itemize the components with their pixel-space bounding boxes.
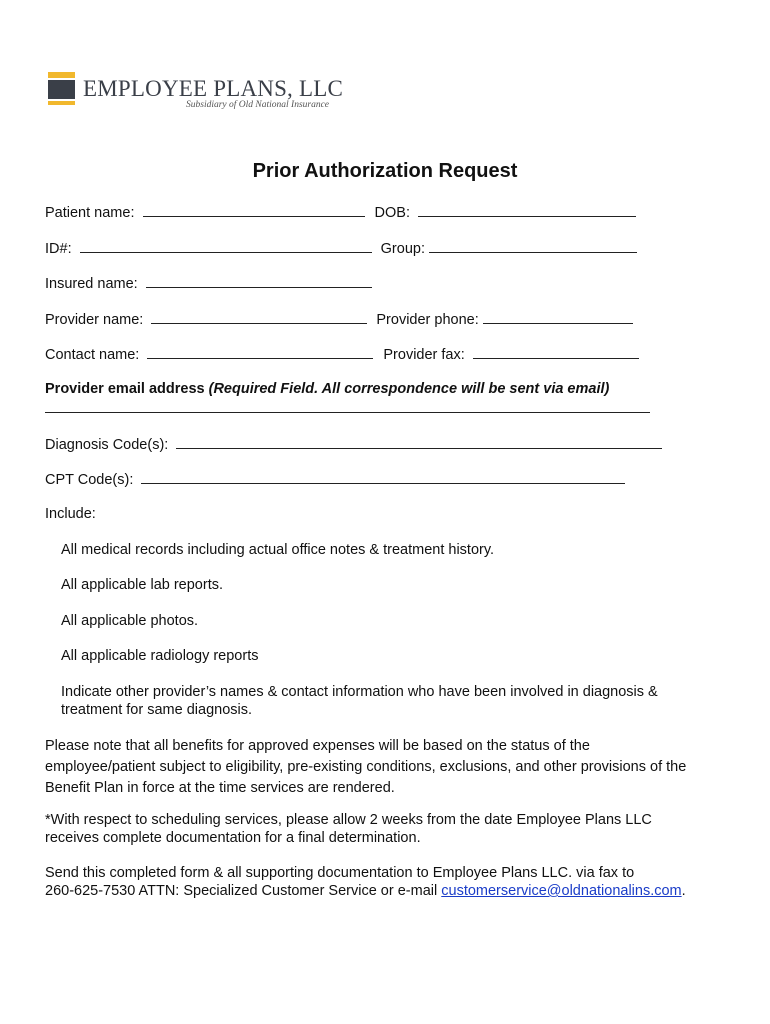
patient-name-label: Patient name: (45, 205, 135, 221)
group-field[interactable] (429, 238, 637, 253)
include-item: All applicable radiology reports (61, 648, 259, 664)
group-label: Group: (380, 241, 425, 257)
cpt-codes-field[interactable] (141, 469, 625, 484)
scheduling-note-line: *With respect to scheduling services, please allow 2 weeks from the date Employee Plans LLC (45, 812, 652, 828)
provider-phone-label: Provider phone: (376, 312, 479, 328)
provider-email-label: Provider email address (45, 381, 205, 397)
logo-company-name: EMPLOYEE PLANS, LLC (83, 76, 344, 101)
dob-label: DOB: (374, 205, 410, 221)
contact-name-row (45, 344, 639, 364)
include-item-continued: treatment for same diagnosis. (61, 702, 253, 718)
provider-name-label: Provider name: (45, 312, 144, 328)
insured-name-label: Insured name: (45, 276, 138, 292)
contact-name-label: Contact name: (45, 347, 140, 363)
send-instructions-line: Send this completed form & all supporting documentation to Employee Plans LLC. via fax to (45, 865, 635, 881)
provider-name-field[interactable] (151, 309, 367, 324)
id-field[interactable] (80, 238, 372, 253)
insured-name-field[interactable] (146, 273, 372, 288)
patient-name-row (45, 202, 636, 222)
scheduling-note-line: receives complete documentation for a final determination. (45, 830, 421, 846)
company-logo (48, 72, 344, 114)
benefits-note-line: Benefit Plan in force at the time services are rendered. (45, 780, 395, 796)
id-row (45, 238, 637, 258)
include-item: Indicate other provider’s names & contact information who have been involved in diagnosis & (61, 684, 658, 700)
cpt-codes-label: CPT Code(s): (45, 472, 134, 488)
provider-email-row (45, 380, 609, 398)
diagnosis-codes-field[interactable] (176, 434, 662, 449)
include-item: All applicable photos. (61, 613, 199, 629)
logo-mark-top (48, 72, 75, 78)
diagnosis-codes-row (45, 434, 662, 454)
provider-phone-field[interactable] (483, 309, 633, 324)
provider-email-field[interactable] (45, 412, 650, 413)
dob-field[interactable] (418, 202, 636, 217)
cpt-codes-row (45, 469, 625, 489)
logo-subsidiary: Subsidiary of Old National Insurance (186, 100, 330, 110)
benefits-note-line: Please note that all benefits for approved expenses will be based on the status of the (45, 738, 590, 754)
logo-mark-middle (48, 80, 75, 99)
include-heading: Include: (45, 506, 96, 522)
send-instructions-line (45, 882, 686, 900)
send-instructions-text: 260-625-7530 ATTN: Specialized Customer Service or e-mail (45, 883, 442, 899)
insured-name-row (45, 273, 372, 293)
include-item: All medical records including actual office notes & treatment history. (61, 542, 495, 558)
diagnosis-codes-label: Diagnosis Code(s): (45, 437, 169, 453)
provider-email-note: (Required Field. All correspondence will be sent via email) (208, 381, 610, 397)
page-title: Prior Authorization Request (252, 160, 518, 182)
provider-name-row (45, 309, 633, 329)
contact-name-field[interactable] (147, 344, 373, 359)
patient-name-field[interactable] (143, 202, 365, 217)
send-instructions-end: . (681, 883, 686, 899)
customer-service-email-link[interactable]: customerservice@oldnationalins.com (441, 883, 682, 899)
include-item: All applicable lab reports. (61, 577, 224, 593)
id-label: ID#: (45, 241, 72, 257)
provider-fax-label: Provider fax: (383, 347, 465, 363)
benefits-note-line: employee/patient subject to eligibility, pre-existing conditions, exclusions, and other provisions of the (45, 759, 687, 775)
logo-mark-bottom (48, 101, 75, 105)
provider-fax-field[interactable] (473, 344, 639, 359)
